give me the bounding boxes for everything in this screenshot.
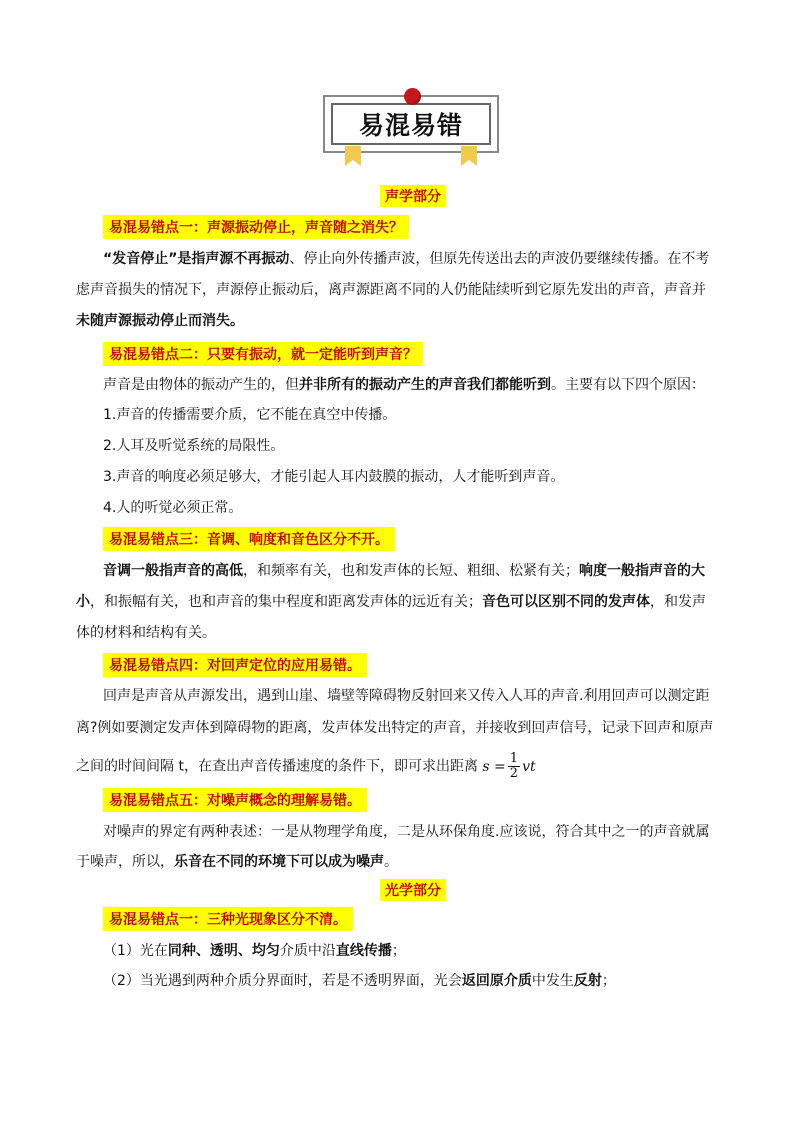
list-item: 4.人的听觉必须正常。 [103,500,243,516]
formula-numerator: 1 [509,751,519,766]
bold-phrase: 同种、透明、均匀 [167,943,280,959]
list-item [103,941,406,961]
bold-phrase: 并非所有的振动产生的声音我们都能听到 [299,377,551,393]
banner-title: 易混易错 [358,111,463,140]
formula-fraction [508,752,520,781]
text-span: 于噪声，所以， [76,854,174,870]
text-span: 介质中沿 [279,943,336,959]
paragraph-line [76,752,536,781]
bold-phrase: “发音停止”是指声源不再振动 [103,251,290,267]
ribbon-right-icon [461,146,477,166]
formula-lhs: s = [482,758,506,775]
formula-rhs: vt [522,758,536,775]
bold-phrase: 音色可以区别不同的发声体 [482,594,650,610]
paragraph-line: 体的材料和结构有关。 [76,625,216,641]
text-span: 之间的时间间隔 t，在查出声音传播速度的条件下，即可求出距离 [76,758,478,775]
paragraph-line: 回声是声音从声源发出，遇到山崖、墙壁等障碍物反射回来又传入人耳的声音.利用回声可以测定距 [103,688,710,704]
text-span: ； [391,943,406,959]
list-item: 1.声音的传播需要介质，它不能在真空中传播。 [103,407,397,423]
point-title-acoustics-5: 易混易错点五：对噪声概念的理解易错。 [103,788,367,812]
bold-phrase: 音调一般指声音的高低 [103,563,243,579]
paragraph-line: 未随声源振动停止而消失。 [76,313,244,329]
list-item: 3.声音的响度必须足够大，才能引起人耳内鼓膜的振动，人才能听到声音。 [103,469,565,485]
section-title-optics: 光学部分 [380,879,446,901]
section-title-acoustics: 声学部分 [380,185,446,207]
bold-phrase: 直线传播 [335,943,392,959]
text-span: 中发生 [531,973,574,989]
point-title-acoustics-2: 易混易错点二：只要有振动，就一定能听到声音？ [103,342,423,366]
bold-phrase: 返回原介质 [461,973,532,989]
text-span: ； [601,973,616,989]
title-banner-inner [331,103,491,145]
bold-phrase: 响度一般指声音的大 [579,563,705,579]
bold-phrase: 乐音在不同的环境下可以成为噪声 [174,854,384,870]
text-span: 声音是由物体的振动产生的，但 [103,377,299,393]
paragraph-line [103,561,705,581]
paragraph-line: 离?例如要测定发声体到障碍物的距离，发声体发出特定的声音，并接收到回声信号，记录下回声和原声 [76,720,714,736]
paragraph-line [103,375,705,395]
text-span: 、停止向外传播声波，但原先传送出去的声波仍要继续传播。在不考 [289,251,710,267]
paragraph-line [76,592,706,612]
paragraph-line [103,249,709,269]
point-title-acoustics-3: 易混易错点三：音调、响度和音色区分不开。 [103,527,395,551]
list-item [103,971,616,991]
red-pin-icon [404,88,421,105]
text-span: ，和频率有关，也和发声体的长短、粗细、松紧有关； [243,563,579,579]
paragraph-line: 对噪声的界定有两种表述：一是从物理学角度，二是从环保角度.应该说，符合其中之一的声音就属 [103,824,710,840]
text-span: 。 [384,854,398,870]
text-span: 。主要有以下四个原因： [551,377,705,393]
point-title-acoustics-4: 易混易错点四：对回声定位的应用易错。 [103,653,367,677]
paragraph-line: 虑声音损失的情况下，声源停止振动后，离声源距离不同的人仍能陆续听到它原先发出的声音，声音并 [76,282,706,298]
text-span: （1）光在 [103,943,168,959]
text-span: ，和发声 [650,594,706,610]
list-item: 2.人耳及听觉系统的局限性。 [103,438,285,454]
paragraph-line [76,852,398,872]
text-span: （2）当光遇到两种介质分界面时，若是不透明界面，光会 [103,973,462,989]
bold-phrase: 反射 [573,973,602,989]
text-span: ，和振幅有关，也和声音的集中程度和距离发声体的远近有关； [90,594,482,610]
point-title-acoustics-1: 易混易错点一：声源振动停止，声音随之消失？ [103,215,409,239]
bold-phrase: 小 [76,594,90,610]
formula-denominator: 2 [509,766,519,781]
point-title-optics-1: 易混易错点一：三种光现象区分不清。 [103,907,353,931]
ribbon-left-icon [345,146,361,166]
distance-formula [482,751,536,781]
